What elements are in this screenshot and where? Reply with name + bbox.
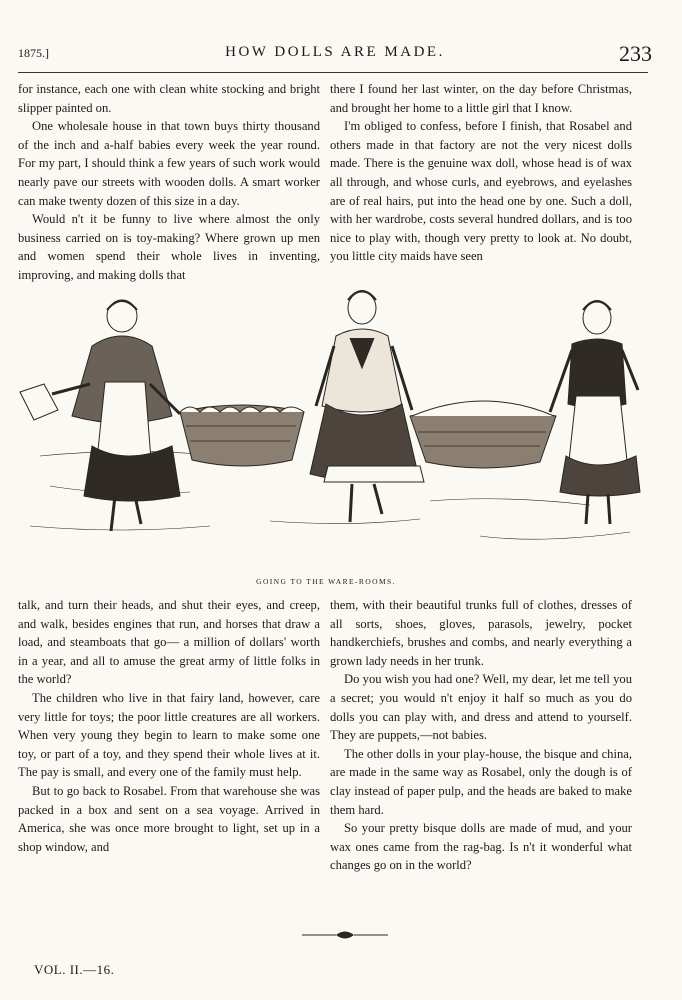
column-top-right [330, 80, 632, 266]
basket-left [180, 405, 304, 466]
paragraph: them, with their beautiful trunks full of clothes, dresses of all sorts, shoes, gloves, parasols, jewelry, pocket handkerchiefs, brushes and combs, and nearly everything a grown lady needs in her trunk. [330, 598, 632, 668]
paragraph: talk, and turn their heads, and shut their eyes, and creep, and walk, besides engines that run, and horses that draw a load, and steamboats that go— a million of dollars' worth in a year, and all to amuse the great army of little folks in the world? [18, 598, 320, 687]
paragraph: One wholesale house in that town buys thirty thousand of the inch and a-half babies every week the year round. For my part, I should think a few years of such work would nearly pave our streets with wooden dolls. A smart worker can make twenty dozen of this size in a day. [18, 119, 320, 208]
paragraph: for instance, each one with clean white stocking and bright slipper painted on. [18, 82, 320, 115]
volume-footer: VOL. II.—16. [34, 962, 115, 977]
girl-left [20, 300, 180, 531]
column-top-left [18, 80, 320, 285]
girl-right [550, 301, 640, 524]
page-number: 233 [619, 41, 652, 66]
header-year: 1875.] [18, 46, 49, 60]
column-bottom-right [330, 596, 632, 875]
paragraph: The children who live in that fairy land, however, care very little for toys; the poor little creatures are all workers. When very young they begin to learn to make some one toy, or part of a toy, and they spend their whole lives at it. The pay is small, and every one of the family must help. [18, 690, 320, 780]
paragraph: So your pretty bisque dolls are made of mud, and your wax ones came from the rag-bag. Is n't it wonderful what changes go on in the world? [330, 821, 632, 873]
section-ornament-icon [300, 928, 390, 942]
paragraph: I'm obliged to confess, before I finish, that Rosabel and others made in that factory are not the very nicest dolls made. There is the genuine wax doll, whose head is of wax all through, and whose curls, and eyebrows, and eyelashes are of real hairs, put into the head one by one. Such a doll, with her wardrobe, costs several hundred dollars, and is too nice to play with, though very pretty to look at. No doubt, you little city maids have seen [330, 119, 632, 264]
running-head [18, 41, 652, 68]
basket-right [410, 401, 556, 468]
illustration-caption: GOING TO THE WARE-ROOMS. [256, 577, 396, 586]
paragraph: Would n't it be funny to live where almost the only business carried on is toy-making? Where grown up men and women spend their whole lives in inventing, improving, and making dolls that [18, 212, 320, 282]
column-bottom-left [18, 596, 320, 856]
paragraph: But to go back to Rosabel. From that warehouse she was packed in a box and sent on a sea voyage. Arrived in America, she was once more brought to light, set up in a shop window, and [18, 783, 320, 854]
girl-center [310, 291, 424, 522]
paragraph: The other dolls in your play-house, the bisque and china, are made in the same way as Rosabel, only the dough is of clay instead of paper pulp, and the heads are baked to make them hard. [330, 746, 632, 817]
paragraph: there I found her last winter, on the day before Christmas, and brought her home to a little girl that I know. [330, 82, 632, 115]
paragraph: Do you wish you had one? Well, my dear, let me tell you a secret; you would n't enjoy it half so much as you do dolls you can play with, and dress and attend to yourself. They are puppets,—not babies. [330, 672, 632, 743]
header-title: HOW DOLLS ARE MADE. [225, 44, 445, 60]
illustration-going-to-ware-rooms [10, 286, 670, 572]
header-rule [18, 72, 648, 73]
